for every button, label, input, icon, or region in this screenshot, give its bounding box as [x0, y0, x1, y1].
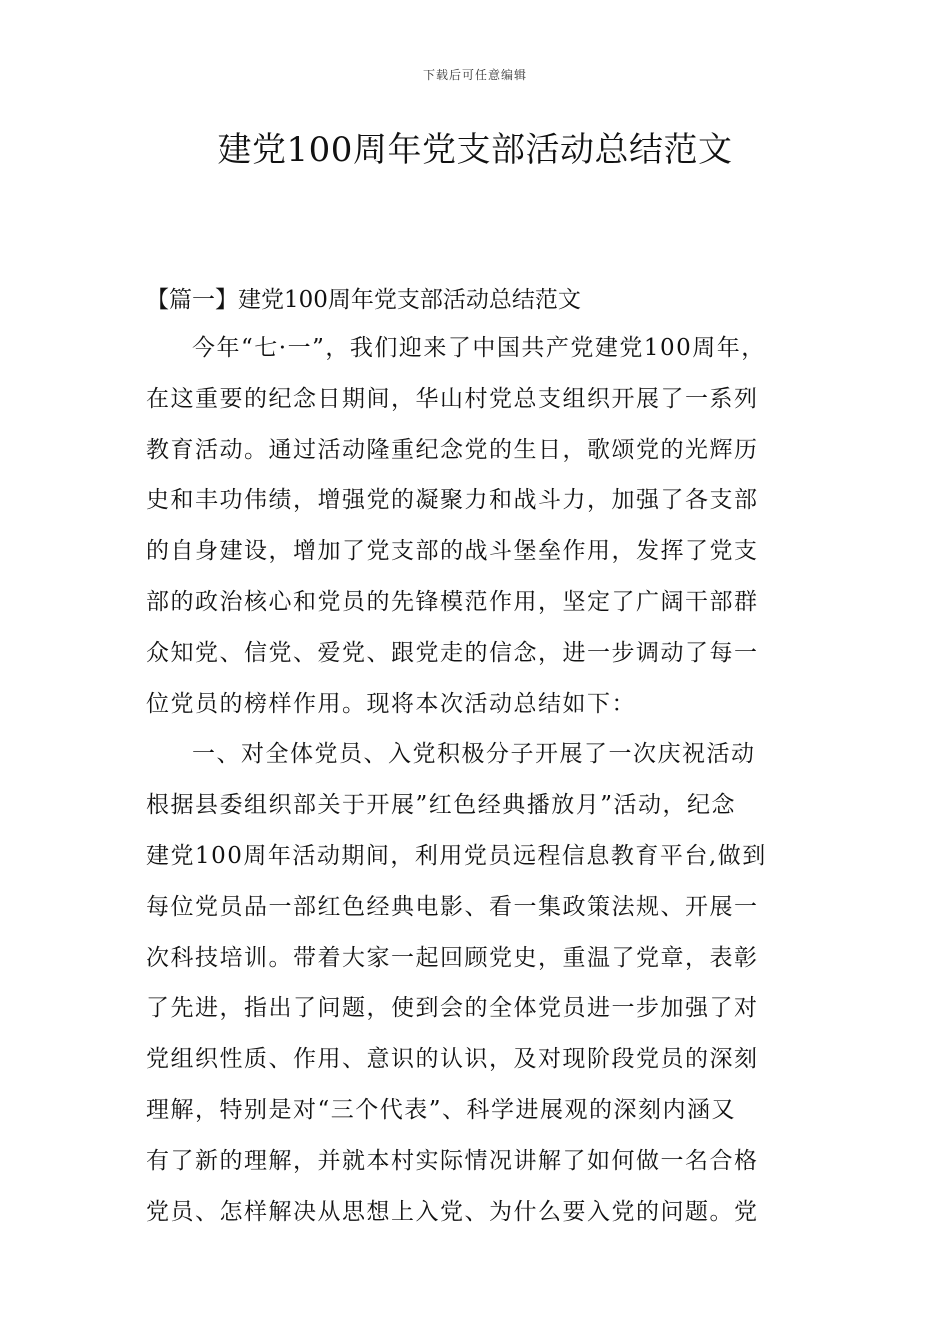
header-note: 下载后可任意编辑: [422, 68, 527, 82]
text-line: 理解，特别是对“三个代表”、科学进展观的深刻内涵又: [146, 1096, 737, 1123]
text-line: 了先进，指出了问题，使到会的全体党员进一步加强了对: [146, 995, 759, 1022]
text-line: 的自身建设，增加了党支部的战斗堡垒作用，发挥了党支: [146, 538, 759, 565]
text-line: 位党员的榜样作用。现将本次活动总结如下：: [146, 690, 636, 717]
text-line: 有了新的理解，并就本村实际情况讲解了如何做一名合格: [146, 1147, 759, 1174]
text-line: 次科技培训。带着大家一起回顾党史，重温了党章，表彰: [146, 944, 759, 971]
text-line: 一、对全体党员、入党积极分子开展了一次庆祝活动: [192, 741, 756, 768]
text-line: 党员、怎样解决从思想上入党、为什么要入党的问题。党: [146, 1198, 759, 1225]
text-line: 党组织性质、作用、意识的认识，及对现阶段党员的深刻: [146, 1046, 759, 1073]
document-title: 建党100周年党支部活动总结范文: [217, 130, 733, 170]
text-line: 众知党、信党、爱党、跟党走的信念，进一步调动了每一: [146, 639, 759, 666]
text-line: 部的政治核心和党员的先锋模范作用，坚定了广阔干部群: [146, 588, 759, 615]
text-line: 史和丰功伟绩，增强党的凝聚力和战斗力，加强了各支部: [146, 487, 759, 514]
section-heading: 【篇一】建党100周年党支部活动总结范文: [146, 287, 581, 313]
text-line: 在这重要的纪念日期间，华山村党总支组织开展了一系列: [146, 385, 759, 412]
text-line: 今年“七·一”，我们迎来了中国共产党建党100周年，: [192, 335, 766, 361]
body-text: [146, 328, 806, 1242]
text-line: 每位党员品一部红色经典电影、看一集政策法规、开展一: [146, 893, 759, 920]
text-line: 教育活动。通过活动隆重纪念党的生日，歌颂党的光辉历: [146, 436, 759, 463]
text-line: 根据县委组织部关于开展”红色经典播放月”活动，纪念: [146, 792, 737, 819]
text-line: 建党100周年活动期间，利用党员远程信息教育平台,做到: [146, 842, 767, 869]
